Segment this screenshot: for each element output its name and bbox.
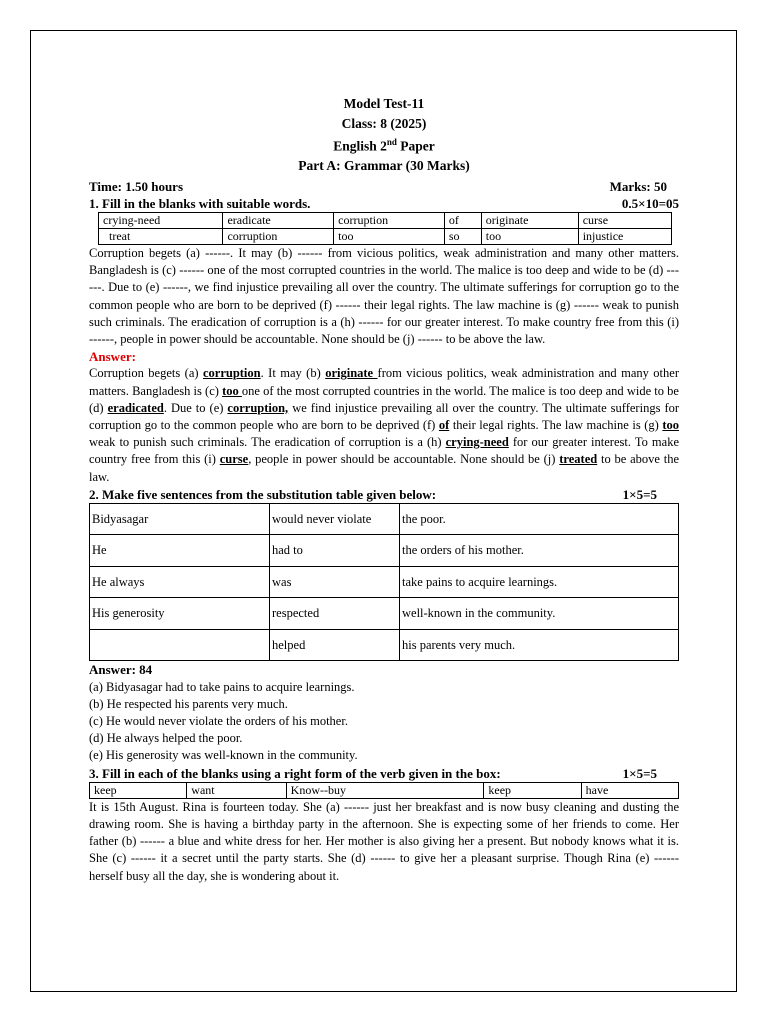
- table-row: [90, 598, 679, 630]
- table-cell: corruption: [223, 228, 334, 244]
- table-cell: keep: [484, 782, 581, 798]
- table-cell: He always: [90, 566, 270, 598]
- table-row: [99, 212, 672, 228]
- q2-answer-line: (d) He always helped the poor.: [89, 731, 243, 746]
- q1-answer-passage: Corruption begets (a) corruption. It may (b) originate from vicious politics, weak administration and many other matters. Bangladesh is (c) too one of the most corrupted countries in the world. The malice is too deep and wide to be (d) eradicated. Due to (e) corruption, we find injustice prevailing all over the country. The ultimate sufferings for corruption go to the common people who are born to be deprived (f) of their legal rights. The law machine is (g) too weak to punish such criminals. The eradication of corruption is a (h) crying-need for our greater interest. To make country free from this (i) curse, people in power should be accountable. None should be (j) treated to be above the law.: [89, 366, 680, 484]
- table-cell: He: [90, 535, 270, 567]
- part-line: Part A: Grammar (30 Marks): [298, 158, 470, 173]
- paper-line: English 2nd Paper: [333, 137, 435, 154]
- q2-answer-line: (b) He respected his parents very much.: [89, 696, 288, 711]
- q3-verb-box: [89, 782, 679, 799]
- table-row: [90, 503, 679, 535]
- table-cell: His generosity: [90, 598, 270, 630]
- table-cell: the orders of his mother.: [400, 535, 679, 567]
- q1-answer-label: Answer:: [89, 349, 136, 365]
- answer-word: originate: [325, 366, 378, 381]
- answer-word: too: [222, 383, 242, 398]
- time-marks-row: [89, 178, 679, 195]
- q2-answer-line: (e) His generosity was well-known in the community.: [89, 748, 358, 763]
- table-cell: would never violate: [270, 503, 400, 535]
- table-cell: had to: [270, 535, 400, 567]
- total-marks: Marks: 50: [609, 178, 667, 194]
- table-cell: so: [444, 228, 481, 244]
- table-cell: of: [444, 212, 481, 228]
- test-title: Model Test-11: [343, 96, 425, 111]
- answer-word: curse: [219, 452, 249, 467]
- table-cell: respected: [270, 598, 400, 630]
- answer-word: corruption: [202, 366, 261, 381]
- table-row: [90, 535, 679, 567]
- table-row: [99, 228, 672, 244]
- table-cell: curse: [578, 212, 671, 228]
- q1-heading-row: [89, 195, 679, 212]
- table-cell: corruption: [334, 212, 445, 228]
- q2-answer-line: (c) He would never violate the orders of his mother.: [89, 714, 348, 729]
- q2-heading-row: [89, 486, 679, 503]
- q3-passage: It is 15th August. Rina is fourteen today. She (a) ------ just her breakfast and is now busy cleaning and dusting the drawing room. She is having a birthday party in the afternoon. She is expecting some of her friends to come. Her father (b) ------ a blue and white dress for her. Her mother is also giving her a present. But nobody knows what it is. She (c) ------ it a secret until the party starts. She (d) ------ to give her a pleasant surprise. Though Rina (e) ------ herself busy all the day, she is wondering about it.: [89, 799, 679, 883]
- table-row: [90, 566, 679, 598]
- q1-word-box: [98, 212, 672, 245]
- q2-answer-line: (a) Bidyasagar had to take pains to acquire learnings.: [89, 679, 355, 694]
- q1-marks: 0.5×10=05: [621, 195, 679, 211]
- table-cell: was: [270, 566, 400, 598]
- answer-word: eradicated: [107, 400, 164, 415]
- document-content: [89, 94, 679, 885]
- table-cell: keep: [90, 782, 187, 798]
- answer-word: corruption,: [227, 400, 289, 415]
- table-row: [90, 782, 679, 798]
- table-cell: too: [481, 228, 578, 244]
- table-cell: well-known in the community.: [400, 598, 679, 630]
- answer-word: too: [662, 417, 679, 432]
- table-cell: crying-need: [99, 212, 223, 228]
- table-row: [90, 629, 679, 661]
- q1-passage: Corruption begets (a) ------. It may (b) ------ from vicious politics, weak administration and many other matters. Bangladesh is (c) ------ one of the most corrupted countries in the world. The malice is too deep and wide to be (d) ------. Due to (e) ------, we find injustice prevailing all over the country. The ultimate sufferings for corruption go to the common people who are born to be deprived (f) ------ their legal rights. The law machine is (g) ------ weak to punish such criminals. The eradication of corruption is a (h) ------ for our greater interest. To make country free from this (i) ------, people in power should be accountable. None should be (j) ------ to be above the law.: [89, 245, 679, 346]
- q2-marks: 1×5=5: [622, 486, 657, 502]
- q3-heading: 3. Fill in each of the blanks using a right form of the verb given in the box:: [89, 765, 501, 781]
- table-cell: treat: [99, 228, 223, 244]
- table-cell: Know--buy: [286, 782, 484, 798]
- answer-word: treated: [559, 452, 598, 467]
- q1-heading: 1. Fill in the blanks with suitable words.: [89, 195, 311, 211]
- table-cell: have: [581, 782, 678, 798]
- table-cell: the poor.: [400, 503, 679, 535]
- q3-marks: 1×5=5: [622, 765, 657, 781]
- table-cell: Bidyasagar: [90, 503, 270, 535]
- table-cell: want: [187, 782, 286, 798]
- answer-word: of: [438, 417, 450, 432]
- table-cell: [90, 629, 270, 661]
- table-cell: originate: [481, 212, 578, 228]
- time-label: Time: 1.50 hours: [89, 178, 184, 194]
- table-cell: injustice: [578, 228, 671, 244]
- class-line: Class: 8 (2025): [341, 115, 427, 131]
- answer-word: crying-need: [445, 435, 509, 450]
- table-cell: eradicate: [223, 212, 334, 228]
- table-cell: too: [334, 228, 445, 244]
- q2-answer-label: Answer: 84: [89, 662, 153, 678]
- substitution-table: [89, 503, 679, 662]
- q2-heading: 2. Make five sentences from the substitution table given below:: [89, 486, 437, 502]
- table-cell: helped: [270, 629, 400, 661]
- table-cell: his parents very much.: [400, 629, 679, 661]
- q3-heading-row: [89, 765, 679, 782]
- table-cell: take pains to acquire learnings.: [400, 566, 679, 598]
